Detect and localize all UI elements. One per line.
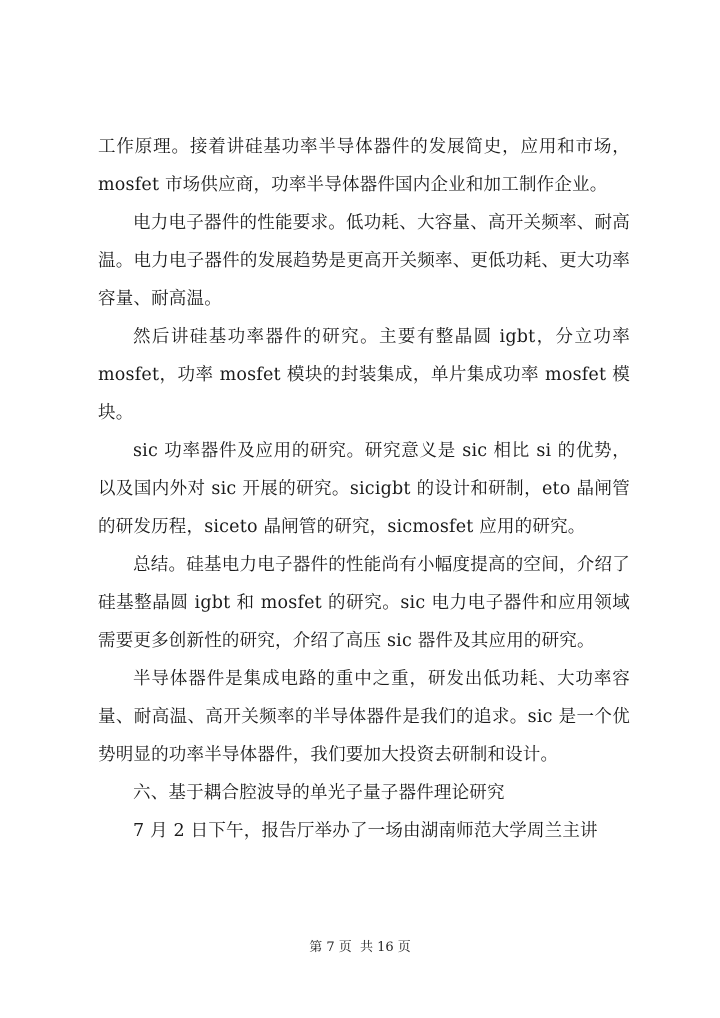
paragraph-3: 然后讲硅基功率器件的研究。主要有整晶圆 igbt，分立功率 mosfet，功率 mosfet 模块的封装集成，单片集成功率 mosfet 模块。 [98, 327, 630, 423]
body-text [98, 128, 630, 850]
paragraph-4: sic 功率器件及应用的研究。研究意义是 sic 相比 si 的优势，以及国内外对 sic 开展的研究。sicigbt 的设计和研制，eto 晶闸管的研发历程，siceto 晶闸管的研究，sicmosfet 应用的研究。 [98, 441, 630, 537]
paragraph-1: 工作原理。接着讲硅基功率半导体器件的发展简史，应用和市场，mosfet 市场供应商，功率半导体器件国内企业和加工制作企业。 [98, 137, 630, 195]
paragraph-7: 7 月 2 日下午，报告厅举办了一场由湖南师范大学周兰主讲 [133, 821, 598, 841]
section-heading: 六、基于耦合腔波导的单光子量子器件理论研究 [133, 783, 505, 803]
paragraph-5: 总结。硅基电力电子器件的性能尚有小幅度提高的空间，介绍了硅基整晶圆 igbt 和 mosfet 的研究。sic 电力电子器件和应用领域需要更多创新性的研究，介绍了高压 sic 器件及其应用的研究。 [98, 555, 630, 651]
page-number: 第 7 页 共 16 页 [309, 940, 411, 955]
paragraph-6: 半导体器件是集成电路的重中之重，研发出低功耗、大功率容量、耐高温、高开关频率的半导体器件是我们的追求。sic 是一个优势明显的功率半导体器件，我们要加大投资去研制和设计。 [98, 669, 630, 765]
page-footer [0, 936, 720, 955]
paragraph-2: 电力电子器件的性能要求。低功耗、大容量、高开关频率、耐高温。电力电子器件的发展趋势是更高开关频率、更低功耗、更大功率容量、耐高温。 [98, 213, 630, 309]
